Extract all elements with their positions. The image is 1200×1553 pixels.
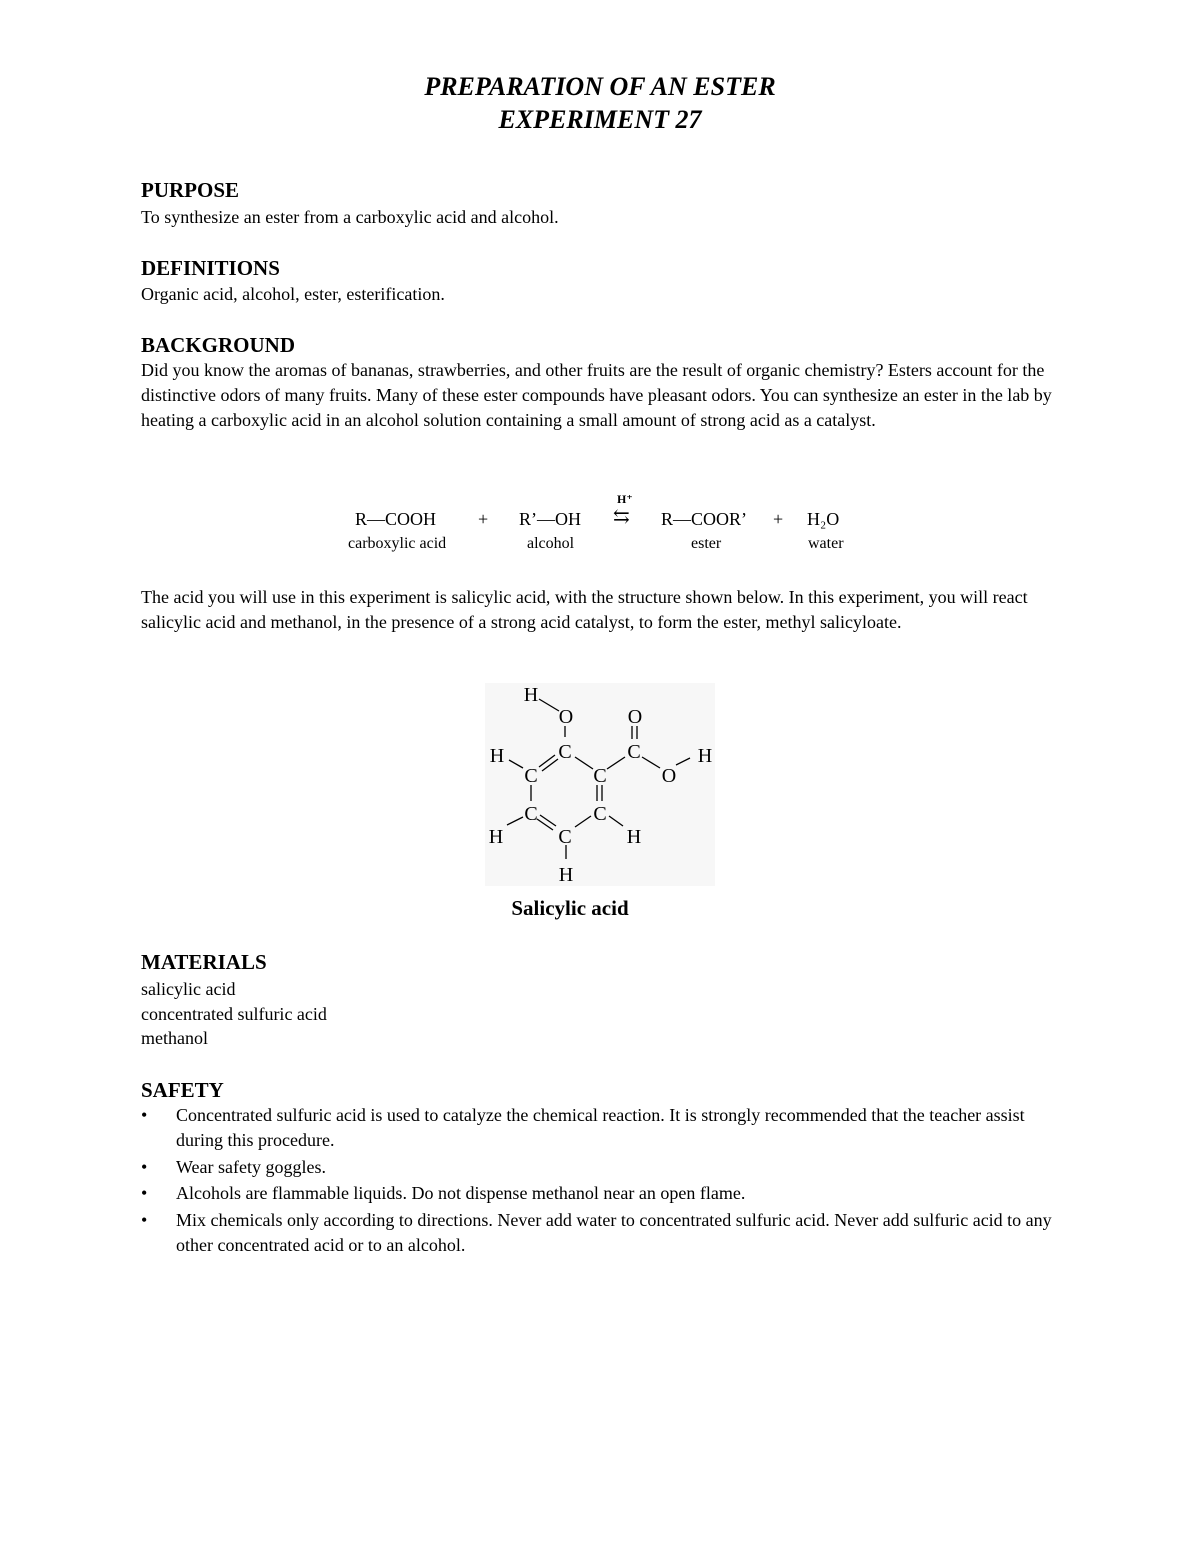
background-text: Did you know the aromas of bananas, strawberries, and other fruits are the result of organic chemistry? Esters account for the distinctive odors of many fruits. Many of these ester compounds have pleasant odors. You can synthesize an ester in the lab by heating a carboxylic acid in an alcohol solution containing a small amount of strong acid as a catalyst. bbox=[141, 360, 1052, 430]
bond-hleft-c bbox=[509, 760, 523, 768]
equilibrium-arrow-icon: ⇆ bbox=[613, 506, 630, 528]
bond-cb-clr bbox=[575, 816, 591, 827]
equation-catalyst: H⁺ bbox=[617, 492, 633, 506]
safety-item-text: Wear safety goggles. bbox=[176, 1157, 326, 1177]
purpose-text: To synthesize an ester from a carboxylic acid and alcohol. bbox=[141, 207, 559, 227]
structure-caption: Salicylic acid bbox=[511, 896, 629, 920]
atom-o-carbonyl: O bbox=[627, 706, 643, 728]
atom-c-lowerleft: C bbox=[524, 803, 538, 825]
definitions-heading: DEFINITIONS bbox=[141, 256, 280, 280]
safety-item-text: Alcohols are flammable liquids. Do not dispense methanol near an open flame. bbox=[176, 1183, 746, 1203]
intro-text: The acid you will use in this experiment is salicylic acid, with the structure shown below. In this experiment, you will react salicylic acid and methanol, in the presence of a strong acid catalyst, to form the ester, methyl salicyloate. bbox=[141, 587, 1028, 632]
bond-c1-cleft-a bbox=[539, 755, 555, 767]
material-item: salicylic acid bbox=[141, 979, 236, 999]
title-line-1: PREPARATION OF AN ESTER bbox=[424, 72, 776, 101]
bond-cll-cb-b bbox=[537, 819, 553, 830]
bond-c1-cring bbox=[575, 757, 593, 769]
atom-h-acid: H bbox=[697, 745, 713, 767]
purpose-heading: PURPOSE bbox=[141, 178, 240, 202]
bullet-icon: • bbox=[141, 1157, 148, 1177]
atom-h-lowerleft: H bbox=[488, 826, 504, 848]
bullet-icon: • bbox=[141, 1183, 148, 1203]
structure-diagram bbox=[485, 683, 715, 886]
atom-h-left: H bbox=[489, 745, 505, 767]
atom-o-phenol: O bbox=[558, 706, 574, 728]
equation-plus-2: + bbox=[773, 509, 784, 529]
bond-hll-cll bbox=[507, 817, 523, 825]
salicylic-acid-structure bbox=[485, 683, 715, 886]
label-alcohol: alcohol bbox=[527, 535, 575, 552]
atom-c-ring: C bbox=[593, 765, 607, 787]
bond-cring-cacid bbox=[607, 757, 625, 769]
bullet-icon: • bbox=[141, 1105, 148, 1125]
material-item: concentrated sulfuric acid bbox=[141, 1004, 327, 1024]
equation-plus-1: + bbox=[478, 509, 489, 529]
atom-h-top: H bbox=[523, 684, 539, 706]
label-water: water bbox=[808, 535, 844, 552]
atom-c-lowerright: C bbox=[593, 803, 607, 825]
label-carboxylic-acid: carboxylic acid bbox=[348, 535, 447, 552]
bond-o-h bbox=[676, 758, 690, 765]
title-line-2: EXPERIMENT 27 bbox=[498, 105, 702, 134]
atom-o-acid: O bbox=[661, 765, 677, 787]
material-item: methanol bbox=[141, 1028, 208, 1048]
atom-c1: C bbox=[558, 741, 572, 763]
label-ester: ester bbox=[691, 535, 722, 552]
safety-item-text: Concentrated sulfuric acid is used to catalyze the chemical reaction. It is strongly recommended that the teacher assist during this procedure. bbox=[176, 1105, 1025, 1150]
equation-acid: R—COOH bbox=[355, 509, 437, 529]
bond-clr-h bbox=[609, 816, 623, 826]
safety-item-text: Mix chemicals only according to directions. Never add water to concentrated sulfuric acid. Never add sulfuric acid to any other concentrated acid or to an alcohol. bbox=[176, 1210, 1052, 1255]
atom-c-bottom: C bbox=[558, 826, 572, 848]
bond-c1-cleft-b bbox=[542, 759, 558, 771]
background-heading: BACKGROUND bbox=[141, 333, 296, 357]
equation-water: H₂O bbox=[807, 509, 840, 529]
bond-cacid-o bbox=[642, 757, 660, 768]
definitions-text: Organic acid, alcohol, ester, esterification. bbox=[141, 284, 445, 304]
bullet-icon: • bbox=[141, 1210, 148, 1230]
atom-c-left: C bbox=[524, 765, 538, 787]
atom-c-acid: C bbox=[627, 741, 641, 763]
atom-h-bottom: H bbox=[558, 864, 574, 886]
bond-h-o bbox=[539, 699, 559, 711]
equation-alcohol: R’—OH bbox=[519, 509, 581, 529]
materials-heading: MATERIALS bbox=[141, 950, 267, 974]
atom-h-lowerright: H bbox=[626, 826, 642, 848]
bond-cll-cb-a bbox=[540, 815, 556, 826]
safety-heading: SAFETY bbox=[141, 1078, 224, 1102]
equation-ester: R—COOR’ bbox=[661, 509, 748, 529]
